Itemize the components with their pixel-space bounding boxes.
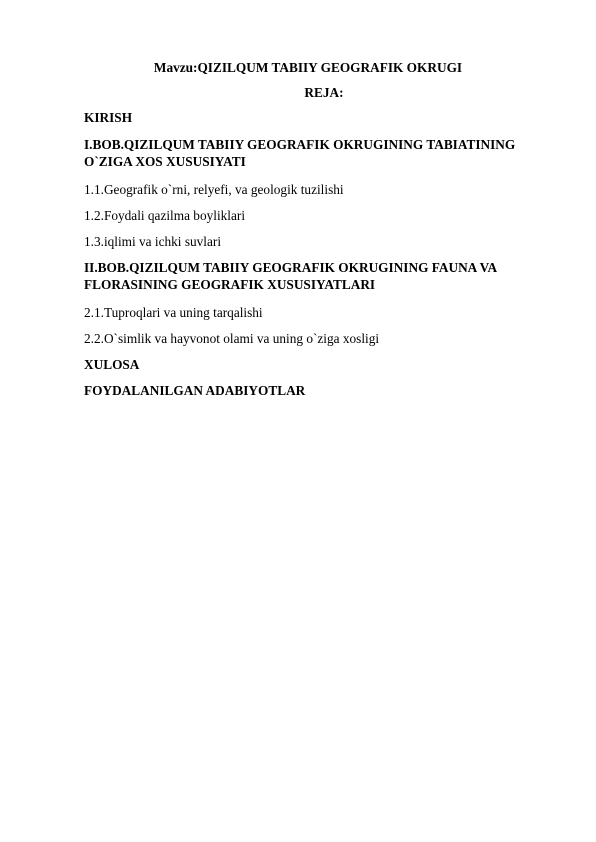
outline-section-1-3: 1.3.iqlimi va ichki suvlari (84, 234, 222, 249)
outline-chapter-1: I.BOB.QIZILQUM TABIIY GEOGRAFIK OKRUGINING TABIATINING O`ZIGA XOS XUSUSIYATI (84, 137, 516, 169)
outline-section-1-1: 1.1.Geografik o`rni, relyefi, va geologik tuzilishi (84, 182, 344, 197)
outline-intro: KIRISH (84, 110, 133, 125)
outline-conclusion: XULOSA (84, 357, 140, 372)
outline-references: FOYDALANILGAN ADABIYOTLAR (84, 383, 306, 398)
outline-chapter-2: II.BOB.QIZILQUM TABIIY GEOGRAFIK OKRUGINING FAUNA VA FLORASINING GEOGRAFIK XUSUSIYATLARI (84, 260, 497, 292)
document-title: Mavzu:QIZILQUM TABIIY GEOGRAFIK OKRUGI (153, 60, 463, 75)
outline-section-2-2: 2.2.O`simlik va hayvonot olami va uning o`ziga xosligi (84, 331, 380, 346)
outline-section-2-1: 2.1.Tuproqlari va uning tarqalishi (84, 305, 263, 320)
plan-heading: REJA: (304, 85, 344, 100)
outline-section-1-2: 1.2.Foydali qazilma boyliklari (84, 208, 246, 223)
